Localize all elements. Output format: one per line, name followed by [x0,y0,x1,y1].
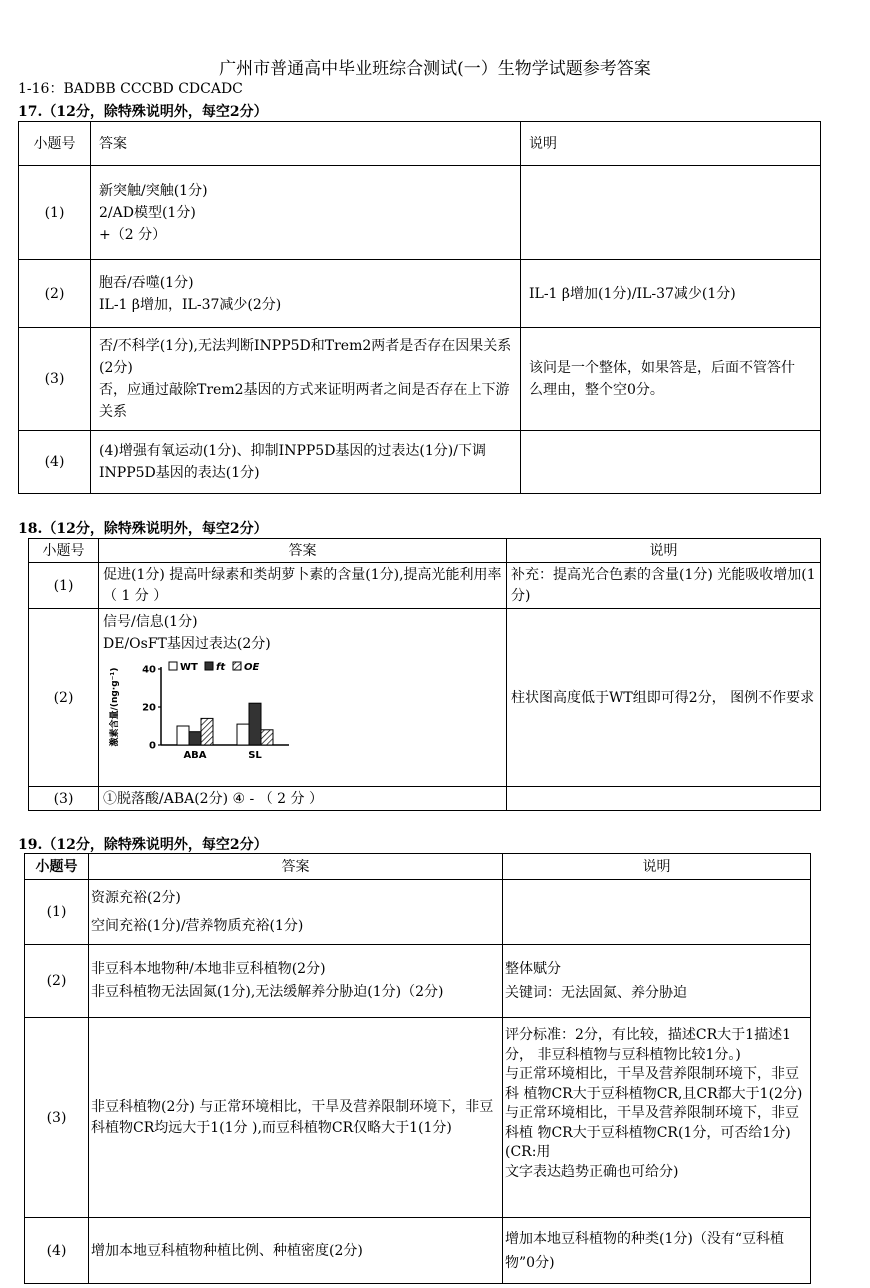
answer-line: 增加本地豆科植物种植比例、种植密度(2分) [91,1242,363,1259]
note-cell [503,880,811,945]
y-tick-label: 40 [142,664,156,676]
table-header-row [19,122,821,166]
header-note: 说明 [503,854,811,880]
y-axis-label: 激素含量/(ng·g⁻¹) [110,667,120,747]
q19-table [24,853,811,1284]
header-answer: 答案 [91,122,521,166]
legend-swatch [169,662,177,670]
table-row [25,1218,811,1284]
table-row [19,431,821,494]
bar-wt [177,726,189,745]
bar-ft [189,732,201,745]
table-row [25,945,811,1018]
table-header-row [29,539,821,563]
answer-cell [89,1218,503,1284]
answer-line: 信号/信息(1分) [103,614,198,630]
answer-line: IL-1 β增加，IL-37减少(2分) [99,296,282,313]
note-line: IL-1 β增加(1分)/IL-37减少(1分) [529,285,736,302]
bar-ft [249,703,261,745]
choice-answers: 1-16：BADBB CCCBD CDCADC [18,81,243,97]
answer-line: (4)增强有氧运动(1分)、抑制INPP5D基因的过表达(1分)/下调INPP5D基因的表达(1分) [99,443,486,481]
table-row [19,260,821,328]
answer-cell [89,1018,503,1218]
q18-heading: 18.（12分，除特殊说明外，每空2分） [18,521,268,537]
y-tick-label: 0 [149,740,156,752]
answer-cell [89,880,503,945]
answer-line: 2/AD模型(1分) [99,204,196,221]
answer-line: 新突触/突触(1分) [99,182,208,199]
q17-table [18,121,821,494]
legend-label: WT [180,662,198,673]
note-line: 评分标准：2分，有比较，描述CR大于1描述1分， 非豆科植物与豆科植物比较1分。) [505,1027,791,1063]
q17-heading: 17.（12分，除特殊说明外，每空2分） [18,104,268,120]
row-num: (1) [25,880,89,945]
legend-swatch [233,662,241,670]
note-cell [507,563,821,609]
table-header-row [25,854,811,880]
header-num: 小题号 [29,539,99,563]
row-num: (3) [25,1018,89,1218]
answer-line: 非豆科本地物种/本地非豆科植物(2分) [91,961,326,977]
header-num: 小题号 [25,854,89,880]
x-tick-label: SL [248,750,262,761]
row-num: (4) [25,1218,89,1284]
answer-line: 资源充裕(2分) [91,890,181,906]
answer-line: 促进(1分) 提高叶绿素和类胡萝卜素的含量(1分),提高光能利用率（ 1 分 ） [103,566,502,604]
note-cell [521,431,821,494]
answer-line: ①脱落酸/ABA(2分) ④ - （ 2 分 ） [103,790,323,807]
row-num: (3) [29,787,99,811]
answer-cell [91,166,521,260]
legend-label: ft [216,662,226,673]
answer-cell [99,787,507,811]
answer-line: 非豆科植物(2分) 与正常环境相比，干旱及营养限制环境下，非豆科植物CR均远大于1(1分 ),而豆科植物CR仅略大于1(1分) [91,1098,494,1136]
note-line: 与正常环境相比，干旱及营养限制环境下，非豆科植 物CR大于豆科植物CR(1分，可否给1分)(CR:用 [505,1105,799,1160]
answer-cell [99,563,507,609]
page-title: 广州市普通高中毕业班综合测试(一）生物学试题参考答案 [219,59,651,79]
note-line: 补充：提高光合色素的含量(1分) 光能吸收增加(1分) [511,566,816,604]
table-row [25,1018,811,1218]
table-row [25,880,811,945]
answer-line: 空间充裕(1分)/营养物质充裕(1分) [91,918,304,934]
table-row [19,166,821,260]
y-tick-label: 20 [142,702,156,714]
x-tick-label: ABA [183,750,207,761]
q18-table [28,538,821,811]
header-answer: 答案 [99,539,507,563]
note-cell [521,166,821,260]
note-line: 整体赋分 [505,961,561,977]
bar-chart [103,659,303,771]
answer-line: 非豆科植物无法固氮(1分),无法缓解养分胁迫(1分)（2分) [91,984,444,1000]
answer-cell [91,328,521,431]
note-line: 关键词：无法固氮、养分胁迫 [505,985,687,1001]
bar-wt [237,724,249,745]
header-answer: 答案 [89,854,503,880]
table-row [19,328,821,431]
table-row [29,787,821,811]
note-line: 该问是一个整体，如果答是，后面不管答什 么理由，整个空0分。 [529,360,795,398]
note-line: 文字表达趋势正确也可给分) [505,1163,679,1180]
header-note: 说明 [521,122,821,166]
answer-line: +（2 分） [99,226,167,243]
answer-line: 否/不科学(1分),无法判断INPP5D和Trem2两者是否存在因果关系(2分) [99,338,512,376]
note-cell [521,260,821,328]
bar-oe [261,730,273,745]
row-num: (1) [19,166,91,260]
header-num: 小题号 [19,122,91,166]
row-num: (2) [19,260,91,328]
q19-heading: 19.（12分，除特殊说明外，每空2分） [18,837,268,853]
note-cell [503,1218,811,1284]
table-row [29,609,821,787]
row-num: (3) [19,328,91,431]
legend-swatch [205,662,213,670]
bar-oe [201,718,213,745]
answer-cell [91,260,521,328]
note-cell [507,787,821,811]
answer-line: DE/OsFT基因过表达(2分) [103,636,271,652]
note-cell [521,328,821,431]
note-cell [507,609,821,787]
legend-label: OE [244,662,260,673]
row-num: (4) [19,431,91,494]
note-cell [503,1018,811,1218]
row-num: (2) [25,945,89,1018]
answer-cell [99,609,507,787]
answer-line: 胞吞/吞噬(1分) [99,274,194,291]
note-cell [503,945,811,1018]
answer-cell [89,945,503,1018]
note-line: 柱状图高度低于WT组即可得2分， 图例不作要求 [511,689,815,706]
note-line: 与正常环境相比，干旱及营养限制环境下，非豆科 植物CR大于豆科植物CR,且CR都大于1(2分) [505,1066,803,1102]
header-note: 说明 [507,539,821,563]
row-num: (1) [29,563,99,609]
note-line: 增加本地豆科植物的种类(1分)（没有“豆科植物”0分) [505,1230,784,1271]
row-num: (2) [29,609,99,787]
table-row [29,563,821,609]
answer-line: 否，应通过敲除Trem2基因的方式来证明两者之间是否存在上下游关系 [99,382,510,420]
answer-cell [91,431,521,494]
